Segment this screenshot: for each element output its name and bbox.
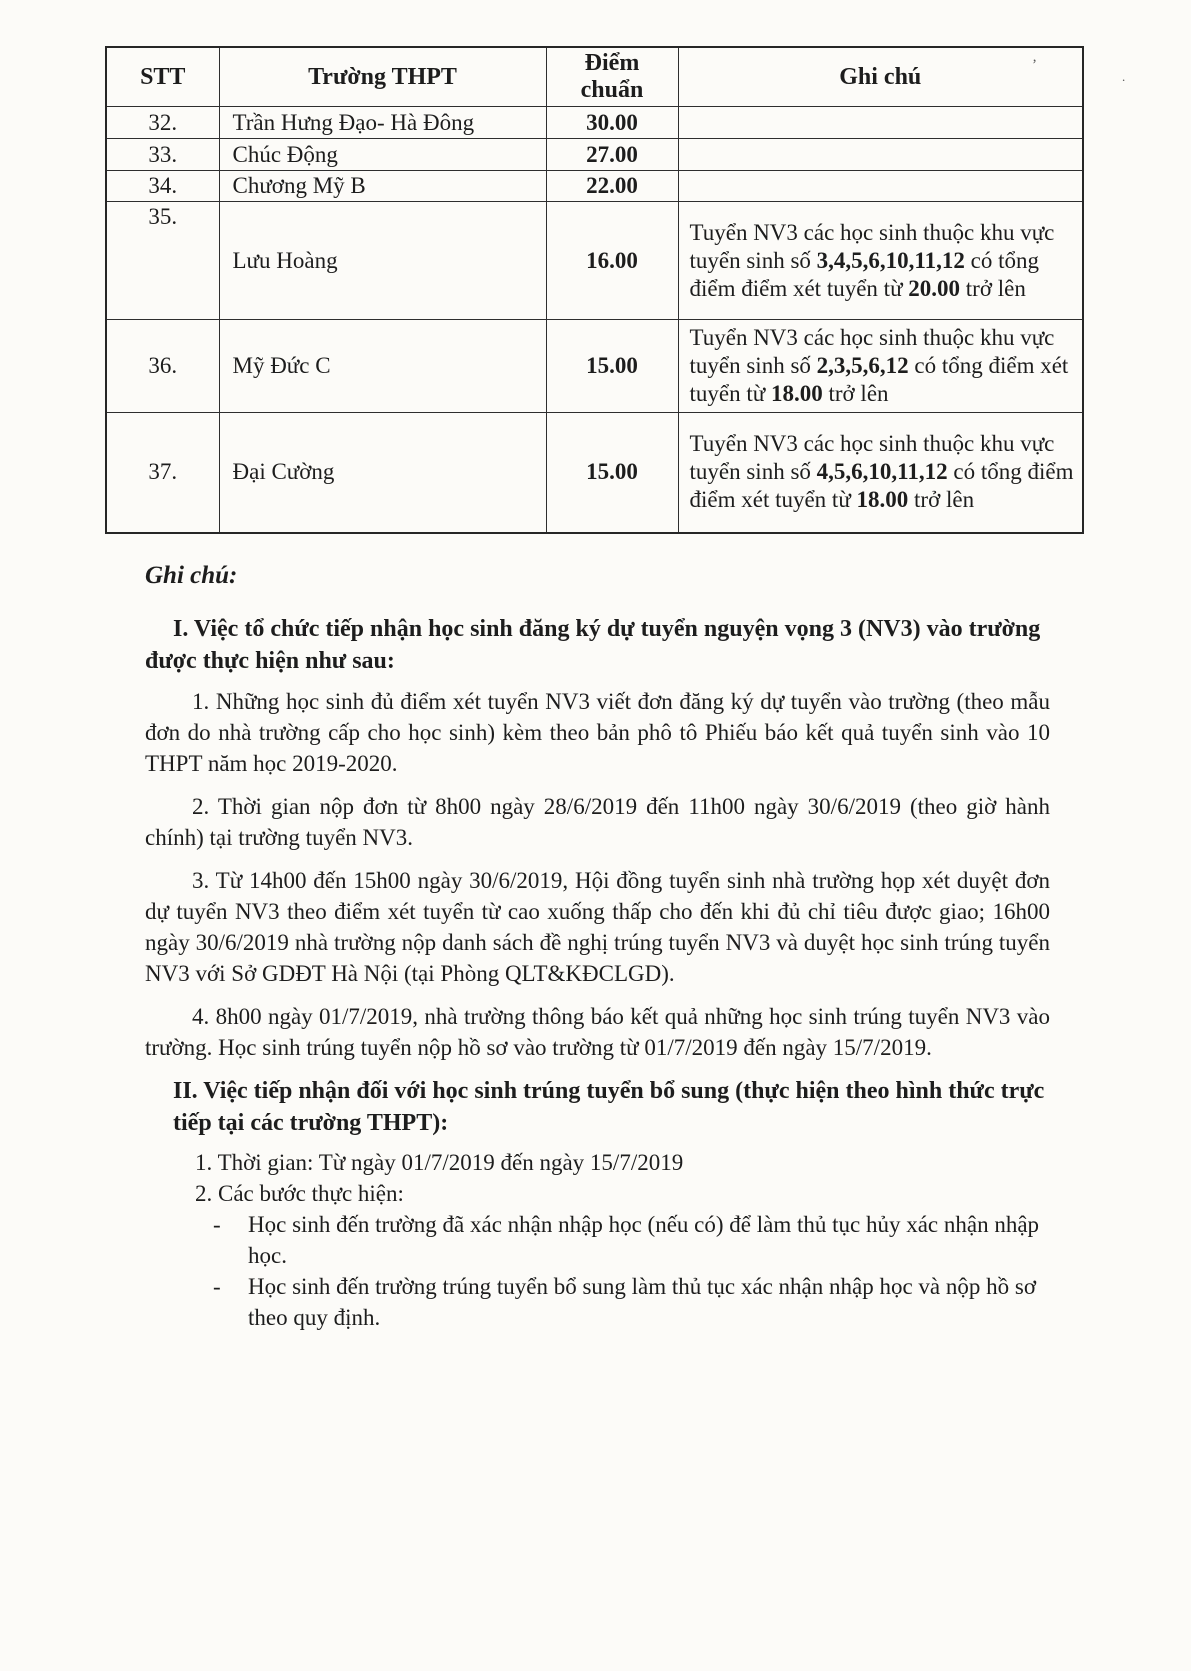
cell-score: 27.00 [546,139,678,171]
cell-note [678,413,1083,533]
notes-section [145,560,1050,1333]
cell-stt: 37. [106,413,219,533]
table-row [106,107,1083,139]
section-2-item-1: 1. Thời gian: Từ ngày 01/7/2019 đến ngày 15/7/2019 [195,1150,684,1175]
cell-school: Chương Mỹ B [219,171,546,202]
scan-artifact: ’ [1032,57,1037,73]
note-segment: Tuyển NV3 các học sinh thuộc khu vực tuyển sinh số [689,431,1055,485]
header-score: Điểm chuẩn [546,47,678,107]
note-segment: trở lên [822,381,889,406]
cell-stt: 32. [106,107,219,139]
cell-note [678,320,1083,413]
bullet-dash: - [213,1212,221,1237]
cell-stt: 33. [106,139,219,171]
section-1-paragraph-4: 4. 8h00 ngày 01/7/2019, nhà trường thông báo kết quả những học sinh trúng tuyển NV3 vào trường. Học sinh trúng tuyển nộp hồ sơ vào trường từ 01/7/2019 đến ngày 15/7/2019. [145,1004,1050,1060]
section-1-paragraph-2: 2. Thời gian nộp đơn từ 8h00 ngày 28/6/2019 đến 11h00 ngày 30/6/2019 (theo giờ hành chính) tại trường tuyển NV3. [145,794,1050,850]
table-body [106,107,1083,533]
header-school: Trường THPT [219,47,546,107]
note-bold-segment: 20.00 [908,275,961,301]
cell-stt: 36. [106,320,219,413]
section-2-item-2: 2. Các bước thực hiện: [195,1181,404,1206]
note-bold-segment: 3,4,5,6,10,11,12 [816,247,965,273]
cell-note [678,107,1083,139]
note-segment: trở lên [908,487,975,513]
cell-school: Lưu Hoàng [219,202,546,320]
cell-score: 16.00 [546,202,678,320]
header-stt: STT [106,47,219,107]
cell-school: Chúc Động [219,139,546,171]
cell-score: 30.00 [546,107,678,139]
note-segment: Tuyển NV3 các học sinh thuộc khu vực tuyển sinh số [689,219,1055,273]
section-2-heading: II. Việc tiếp nhận đối với học sinh trúng tuyển bổ sung (thực hiện theo hình thức trực tiếp tại các trường THPT): [173,1078,1045,1136]
note-bold-segment: 4,5,6,10,11,12 [816,459,948,485]
header-note: Ghi chú [678,47,1083,107]
cell-note [678,139,1083,171]
section-1-paragraph-3: 3. Từ 14h00 đến 15h00 ngày 30/6/2019, Hội đồng tuyển sinh nhà trường họp xét duyệt đơn dự tuyển NV3 theo điểm xét tuyển từ cao xuống thấp cho đến khi đủ chỉ tiêu được giao; 16h00 ngày 30/6/2019 nhà trường nộp danh sách đề nghị trúng tuyển NV3 và duyệt học sinh trúng tuyển NV3 với Sở GDĐT Hà Nội (tại Phòng QLT&KĐCLGD). [145,868,1050,986]
bullet-item [213,1271,1050,1333]
note-segment: Tuyển NV3 các học sinh thuộc khu vực tuyển sinh số [689,325,1055,378]
scan-artifact: . [1122,69,1126,84]
note-segment: có tổng điểm điểm xét tuyển từ [689,459,1074,513]
bullet-item [213,1209,1050,1271]
note-segment: có tổng điểm xét tuyển từ [689,353,1069,406]
cell-note [678,171,1083,202]
table-header-row [106,47,1083,107]
note-segment: có tổng điểm điểm xét tuyển từ [689,247,1039,301]
bullet-dash: - [213,1274,221,1299]
note-segment: trở lên [960,275,1026,301]
section-1-heading: I. Việc tổ chức tiếp nhận học sinh đăng ký dự tuyển nguyện vọng 3 (NV3) vào trường được thực hiện như sau: [145,616,1041,674]
note-bold-segment: 18.00 [770,381,823,406]
table-row [106,320,1083,413]
cell-school: Đại Cường [219,413,546,533]
table-row [106,139,1083,171]
cell-score: 15.00 [546,413,678,533]
table-row [106,413,1083,533]
cell-score: 22.00 [546,171,678,202]
note-bold-segment: 18.00 [856,487,909,513]
admissions-table [105,46,1084,534]
section-1-paragraph-1: 1. Những học sinh đủ điểm xét tuyển NV3 viết đơn đăng ký dự tuyển vào trường (theo mẫu đơn do nhà trường cấp cho học sinh) kèm theo bản phô tô Phiếu báo kết quả tuyển sinh vào 10 THPT năm học 2019-2020. [145,689,1050,776]
table-row [106,171,1083,202]
cell-stt: 34. [106,171,219,202]
cell-stt: 35. [106,202,219,320]
cell-score: 15.00 [546,320,678,413]
bullet-text: Học sinh đến trường trúng tuyển bổ sung làm thủ tục xác nhận nhập học và nộp hồ sơ theo quy định. [248,1274,1036,1330]
table-row [106,202,1083,320]
cell-note [678,202,1083,320]
cell-school: Mỹ Đức C [219,320,546,413]
cell-school: Trần Hưng Đạo- Hà Đông [219,107,546,139]
notes-label: Ghi chú: [145,562,238,589]
bullet-text: Học sinh đến trường đã xác nhận nhập học (nếu có) để làm thủ tục hủy xác nhận nhập học. [248,1212,1040,1268]
note-bold-segment: 2,3,5,6,12 [816,353,909,378]
